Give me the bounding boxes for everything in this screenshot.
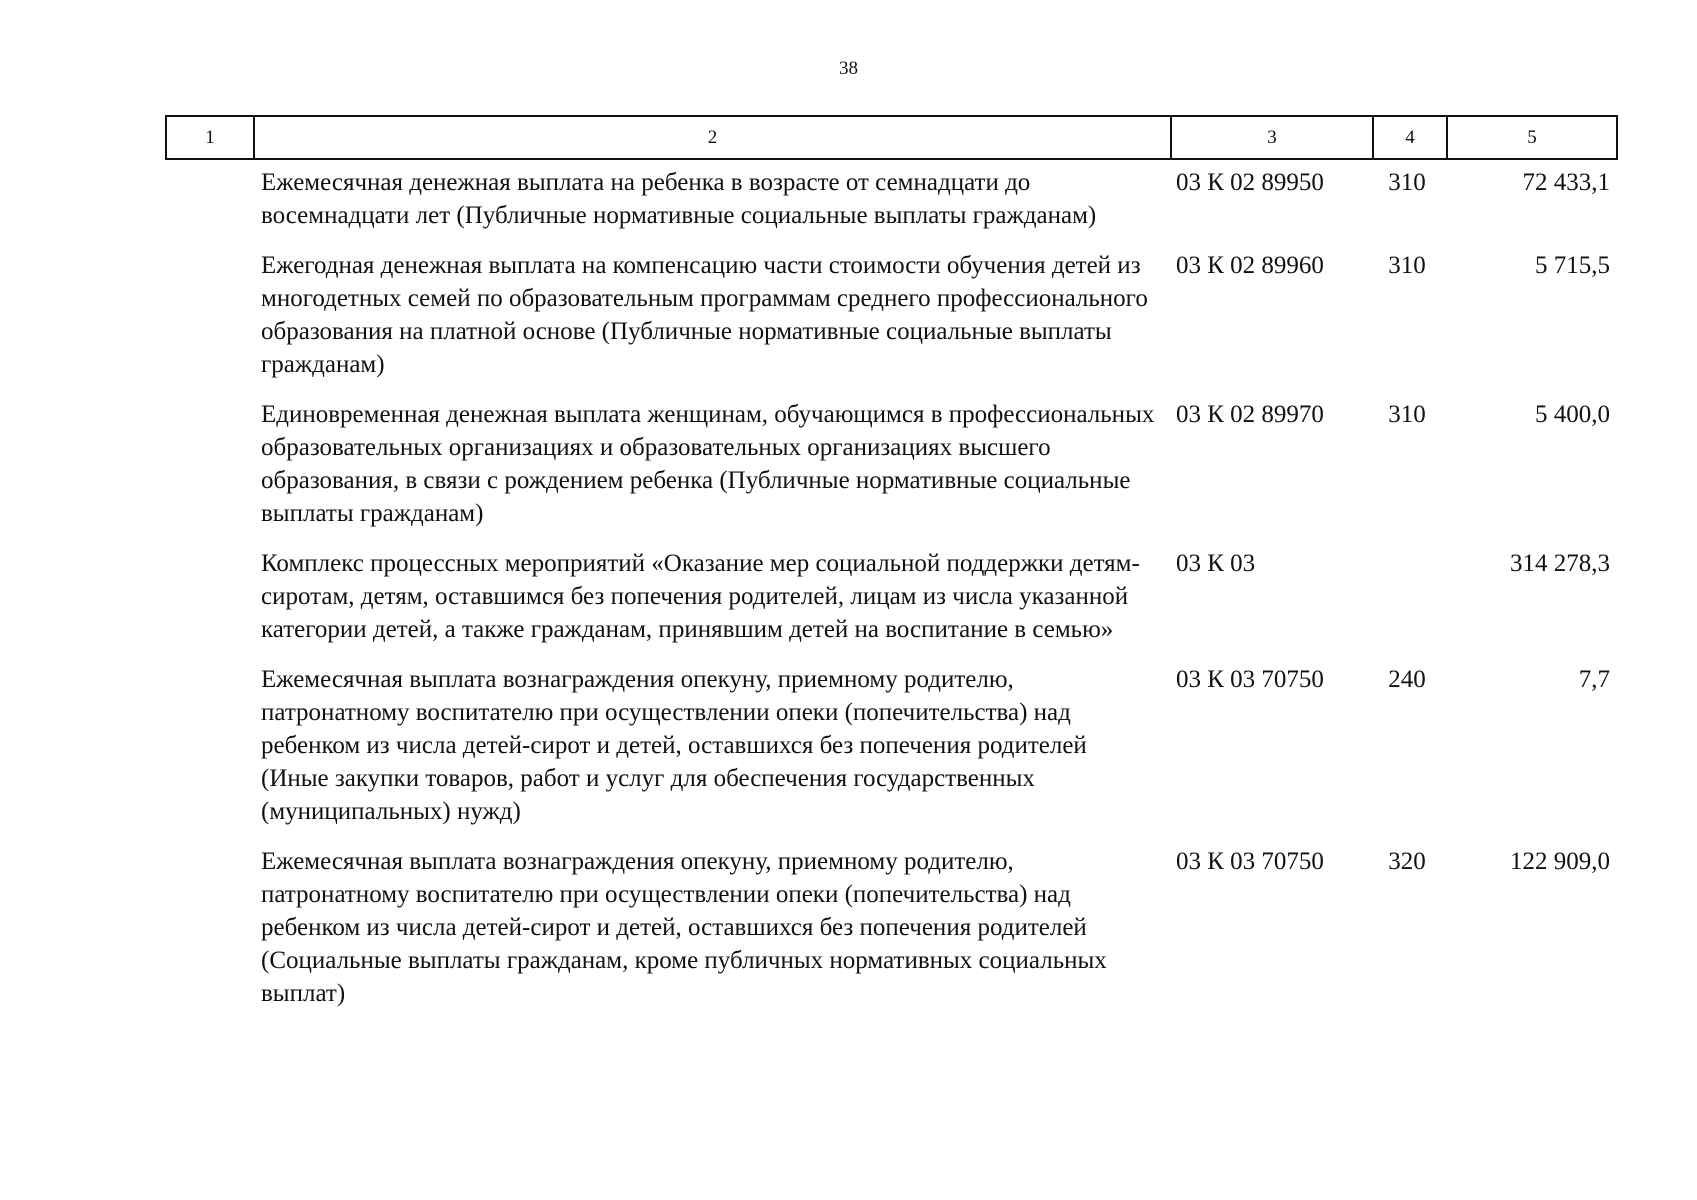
page-number: 38 [839, 58, 858, 79]
header-col-5: 5 [1446, 117, 1616, 158]
row-amount: 7,7 [1578, 666, 1610, 693]
row-expense-type: 310 [1388, 252, 1426, 279]
row-name: Ежегодная денежная выплата на компенсацию части стоимости обучения детей из многодетных семей по образовательным программам среднего профессионального образования на платной основе (Публичные нормативные социальные выплаты гражданам) [261, 252, 1148, 378]
row-code: 03 К 03 70750 [1176, 848, 1324, 875]
row-expense-type: 310 [1388, 401, 1426, 428]
header-col-2: 2 [253, 117, 1170, 158]
row-amount: 314 278,3 [1510, 550, 1610, 577]
table-row [251, 547, 1620, 646]
table-row [251, 166, 1620, 232]
row-name: Единовременная денежная выплата женщинам, обучающимся в профессиональных образовательных организациях и образовательных организациях высшего образования, в связи с рождением ребенка (Публичные нормативные социальные выплаты гражданам) [261, 401, 1155, 527]
header-col-1: 1 [205, 126, 215, 148]
table-row [251, 663, 1620, 828]
table-row [251, 249, 1620, 381]
row-amount: 122 909,0 [1510, 848, 1610, 875]
row-name: Ежемесячная денежная выплата на ребенка в возрасте от семнадцати до восемнадцати лет (Публичные нормативные социальные выплаты гражданам) [261, 169, 1097, 229]
row-name: Ежемесячная выплата вознаграждения опекуну, приемному родителю, патронатному воспитателю при осуществлении опеки (попечительства) над ребенком из числа детей-сирот и детей, оставшихся без попечения родителей (Социальные выплаты гражданам, кроме публичных нормативных социальных выплат) [261, 848, 1107, 1007]
table-header [165, 115, 1618, 160]
row-expense-type: 240 [1388, 666, 1426, 693]
table-row [251, 398, 1620, 530]
row-name: Ежемесячная выплата вознаграждения опекуну, приемному родителю, патронатному воспитателю при осуществлении опеки (попечительства) над ребенком из числа детей-сирот и детей, оставшихся без попечения родителей (Иные закупки товаров, работ и услуг для обеспечения государственных (муниципальных) нужд) [261, 666, 1087, 825]
table-body [251, 166, 1620, 1027]
header-col-4: 4 [1372, 117, 1446, 158]
row-code: 03 К 02 89970 [1176, 401, 1324, 428]
table-row [251, 845, 1620, 1010]
header-col-3: 3 [1170, 117, 1372, 158]
row-amount: 5 715,5 [1535, 252, 1610, 279]
row-expense-type: 310 [1388, 169, 1426, 196]
row-code: 03 К 02 89960 [1176, 252, 1324, 279]
row-code: 03 К 03 [1176, 550, 1256, 577]
row-code: 03 К 02 89950 [1176, 169, 1324, 196]
row-expense-type [1370, 547, 1444, 646]
row-amount: 72 433,1 [1522, 169, 1610, 196]
row-code: 03 К 03 70750 [1176, 666, 1324, 693]
row-amount: 5 400,0 [1535, 401, 1610, 428]
row-expense-type: 320 [1388, 848, 1426, 875]
row-name: Комплекс процессных мероприятий «Оказание мер социальной поддержки детям-сиротам, детям, оставшимся без попечения родителей, лицам из числа указанной категории детей, а также гражданам, принявшим детей на воспитание в семью» [261, 550, 1140, 643]
